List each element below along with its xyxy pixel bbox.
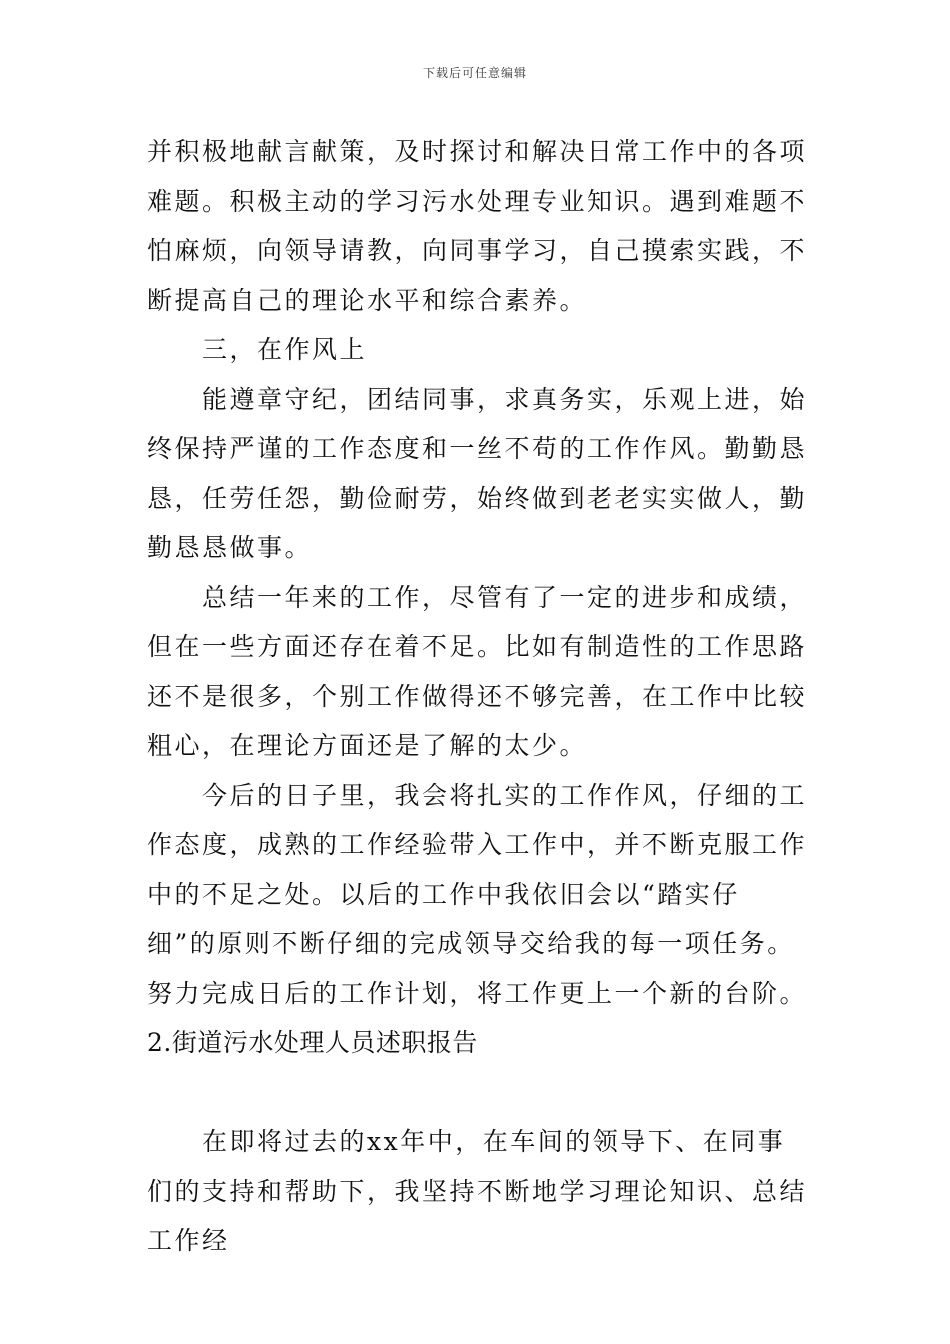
paragraph-work-style: 能遵章守纪，团结同事，求真务实，乐观上进，始终保持严谨的工作态度和一丝不苟的工作作风。勤勤恳恳，任劳任怨，勤俭耐劳，始终做到老老实实做人，勤勤恳恳做事。	[147, 384, 808, 562]
section-heading: 2.街道污水处理人员述职报告	[147, 1028, 478, 1057]
paragraph-future-plan: 今后的日子里，我会将扎实的工作作风，仔细的工作态度，成熟的工作经验带入工作中，并不断克服工作中的不足之处。以后的工作中我依旧会以“踏实仔细”的原则不断仔细的完成领导交给我的每一项任务。努力完成日后的工作计划，将工作更上一个新的台阶。	[147, 780, 808, 1008]
page-header: 下载后可任意编辑	[422, 66, 527, 80]
paragraph-report-intro: 在即将过去的xx年中，在车间的领导下、在同事们的支持和帮助下，我坚持不断地学习理论知识、总结工作经	[147, 1127, 808, 1255]
blank-line	[147, 1068, 807, 1118]
paragraph-continued: 并积极地献言献策，及时探讨和解决日常工作中的各项难题。积极主动的学习污水处理专业知识。遇到难题不怕麻烦，向领导请教，向同事学习，自己摸索实践，不断提高自己的理论水平和综合素养。	[147, 137, 808, 315]
paragraph-summary: 总结一年来的工作，尽管有了一定的进步和成绩，但在一些方面还存在着不足。比如有制造性的工作思路还不是很多，个别工作做得还不够完善，在工作中比较粗心，在理论方面还是了解的太少。	[147, 582, 808, 760]
document-body	[147, 127, 807, 1266]
subheading-work-style: 三，在作风上	[202, 335, 368, 364]
